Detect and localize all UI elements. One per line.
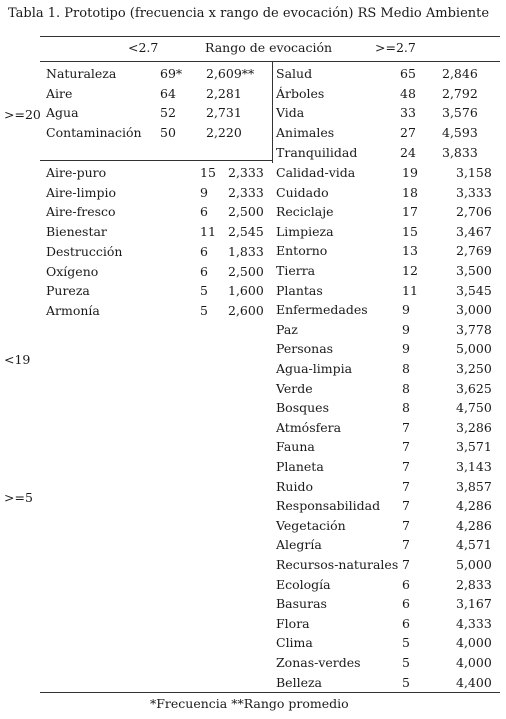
q4-frequency: 9 (402, 322, 410, 337)
q1-rank: 2,281 (206, 86, 242, 101)
quadrant-rule (40, 160, 272, 161)
q4-word: Tierra (276, 263, 316, 278)
q4-rank: 3,500 (456, 263, 492, 278)
q3-rank: 2,545 (228, 224, 264, 239)
q2-rank: 2,792 (442, 86, 478, 101)
q1-word: Contaminación (46, 125, 142, 140)
q4-rank: 3,250 (456, 361, 492, 376)
q4-frequency: 6 (402, 596, 410, 611)
q4-frequency: 5 (402, 635, 410, 650)
q4-rank: 4,286 (456, 498, 492, 513)
q4-frequency: 6 (402, 577, 410, 592)
q4-rank: 3,467 (456, 224, 492, 239)
q2-frequency: 24 (400, 145, 416, 160)
q4-word: Personas (276, 341, 334, 356)
q2-frequency: 33 (400, 105, 416, 120)
q4-word: Plantas (276, 283, 323, 298)
q4-frequency: 9 (402, 341, 410, 356)
q4-word: Reciclaje (276, 204, 334, 219)
q4-rank: 3,000 (456, 302, 492, 317)
q3-rank: 2,333 (228, 185, 264, 200)
q4-word: Atmósfera (276, 420, 342, 435)
bottom-rule (40, 692, 500, 693)
q4-frequency: 8 (402, 381, 410, 396)
q4-rank: 4,286 (456, 518, 492, 533)
row-label-ge5: >=5 (4, 490, 33, 505)
q4-rank: 3,143 (456, 459, 492, 474)
q4-word: Fauna (276, 439, 315, 454)
q1-word: Agua (46, 105, 79, 120)
q4-word: Limpieza (276, 224, 334, 239)
q4-frequency: 6 (402, 616, 410, 631)
q1-rank: 2,220 (206, 125, 242, 140)
q3-frequency: 9 (200, 185, 208, 200)
q1-rank: 2,731 (206, 105, 242, 120)
q4-rank: 5,000 (456, 557, 492, 572)
q4-rank: 4,571 (456, 537, 492, 552)
q4-frequency: 17 (402, 204, 418, 219)
q4-rank: 3,286 (456, 420, 492, 435)
q1-word: Aire (46, 86, 73, 101)
q4-rank: 4,750 (456, 400, 492, 415)
q2-rank: 4,593 (442, 125, 478, 140)
q4-frequency: 8 (402, 361, 410, 376)
q2-frequency: 65 (400, 66, 416, 81)
q4-word: Alegría (276, 537, 322, 552)
q2-frequency: 27 (400, 125, 416, 140)
q2-word: Árboles (276, 86, 325, 101)
q4-frequency: 12 (402, 263, 418, 278)
q3-frequency: 6 (200, 264, 208, 279)
q4-rank: 3,625 (456, 381, 492, 396)
q4-rank: 3,158 (456, 165, 492, 180)
q4-rank: 3,778 (456, 322, 492, 337)
table-footnote: *Frecuencia **Rango promedio (150, 696, 349, 711)
q4-rank: 3,571 (456, 439, 492, 454)
q4-word: Ruido (276, 479, 313, 494)
q4-word: Flora (276, 616, 310, 631)
q4-word: Basuras (276, 596, 327, 611)
q4-frequency: 7 (402, 439, 410, 454)
q4-word: Zonas-verdes (276, 655, 361, 670)
q4-frequency: 7 (402, 537, 410, 552)
q4-word: Verde (276, 381, 313, 396)
q3-rank: 1,600 (228, 283, 264, 298)
q4-frequency: 9 (402, 302, 410, 317)
q4-rank: 2,769 (456, 243, 492, 258)
q1-frequency: 50 (160, 125, 176, 140)
header-center: Rango de evocación (205, 40, 333, 55)
q4-rank: 3,167 (456, 596, 492, 611)
q3-rank: 2,500 (228, 264, 264, 279)
q4-rank: 2,833 (456, 577, 492, 592)
q3-word: Aire-puro (46, 165, 107, 180)
q4-frequency: 13 (402, 243, 418, 258)
q1-rank: 2,609** (206, 66, 255, 81)
q3-rank: 2,500 (228, 204, 264, 219)
q1-frequency: 69* (160, 66, 183, 81)
q2-rank: 2,846 (442, 66, 478, 81)
q3-frequency: 6 (200, 204, 208, 219)
q4-word: Enfermedades (276, 302, 368, 317)
q4-frequency: 8 (402, 400, 410, 415)
q1-word: Naturaleza (46, 66, 117, 81)
upper-divider (272, 62, 273, 163)
q4-rank: 4,000 (456, 635, 492, 650)
q4-frequency: 19 (402, 165, 418, 180)
q3-word: Bienestar (46, 224, 107, 239)
q4-word: Vegetación (276, 518, 346, 533)
q3-frequency: 6 (200, 244, 208, 259)
q2-word: Salud (276, 66, 313, 81)
q4-frequency: 7 (402, 498, 410, 513)
q4-rank: 3,333 (456, 185, 492, 200)
row-label-ge20: >=20 (4, 107, 41, 122)
q4-frequency: 7 (402, 557, 410, 572)
table-title: Tabla 1. Prototipo (frecuencia x rango de evocación) RS Medio Ambiente (8, 6, 490, 21)
q4-rank: 4,333 (456, 616, 492, 631)
header-high: >=2.7 (375, 40, 416, 55)
q3-word: Destrucción (46, 244, 123, 259)
q4-rank: 5,000 (456, 341, 492, 356)
q4-frequency: 7 (402, 518, 410, 533)
q4-word: Cuidado (276, 185, 329, 200)
q3-word: Oxígeno (46, 264, 99, 279)
q4-frequency: 7 (402, 459, 410, 474)
q2-word: Tranquilidad (276, 145, 358, 160)
q4-frequency: 7 (402, 479, 410, 494)
q4-word: Ecología (276, 577, 331, 592)
q4-word: Calidad-vida (276, 165, 356, 180)
q3-rank: 1,833 (228, 244, 264, 259)
q3-word: Armonía (46, 303, 100, 318)
q4-word: Recursos-naturales (276, 557, 399, 572)
q4-frequency: 5 (402, 655, 410, 670)
q4-word: Planeta (276, 459, 324, 474)
row-label-lt19: <19 (4, 352, 31, 367)
q3-rank: 2,333 (228, 165, 264, 180)
q3-word: Aire-fresco (46, 204, 116, 219)
header-low: <2.7 (128, 40, 159, 55)
q3-frequency: 5 (200, 283, 208, 298)
q4-word: Agua-limpia (276, 361, 353, 376)
q3-word: Pureza (46, 283, 90, 298)
q2-word: Vida (276, 105, 305, 120)
q3-rank: 2,600 (228, 303, 264, 318)
q3-frequency: 11 (200, 224, 216, 239)
q2-word: Animales (276, 125, 335, 140)
q1-frequency: 52 (160, 105, 176, 120)
q2-rank: 3,833 (442, 145, 478, 160)
q4-frequency: 11 (402, 283, 418, 298)
q1-frequency: 64 (160, 86, 176, 101)
header-rule (40, 61, 500, 62)
q4-word: Paz (276, 322, 298, 337)
q4-frequency: 15 (402, 224, 418, 239)
q3-frequency: 15 (200, 165, 216, 180)
q4-rank: 4,400 (456, 675, 492, 690)
q4-frequency: 5 (402, 675, 410, 690)
q4-word: Clima (276, 635, 313, 650)
q2-rank: 3,576 (442, 105, 478, 120)
q4-rank: 2,706 (456, 204, 492, 219)
q2-frequency: 48 (400, 86, 416, 101)
q4-frequency: 7 (402, 420, 410, 435)
q4-frequency: 18 (402, 185, 418, 200)
q4-word: Bosques (276, 400, 329, 415)
q4-word: Belleza (276, 675, 323, 690)
q4-word: Responsabilidad (276, 498, 381, 513)
q3-word: Aire-limpio (46, 185, 116, 200)
q3-frequency: 5 (200, 303, 208, 318)
top-rule (40, 36, 500, 37)
q4-word: Entorno (276, 243, 328, 258)
q4-rank: 4,000 (456, 655, 492, 670)
q4-rank: 3,545 (456, 283, 492, 298)
q4-rank: 3,857 (456, 479, 492, 494)
